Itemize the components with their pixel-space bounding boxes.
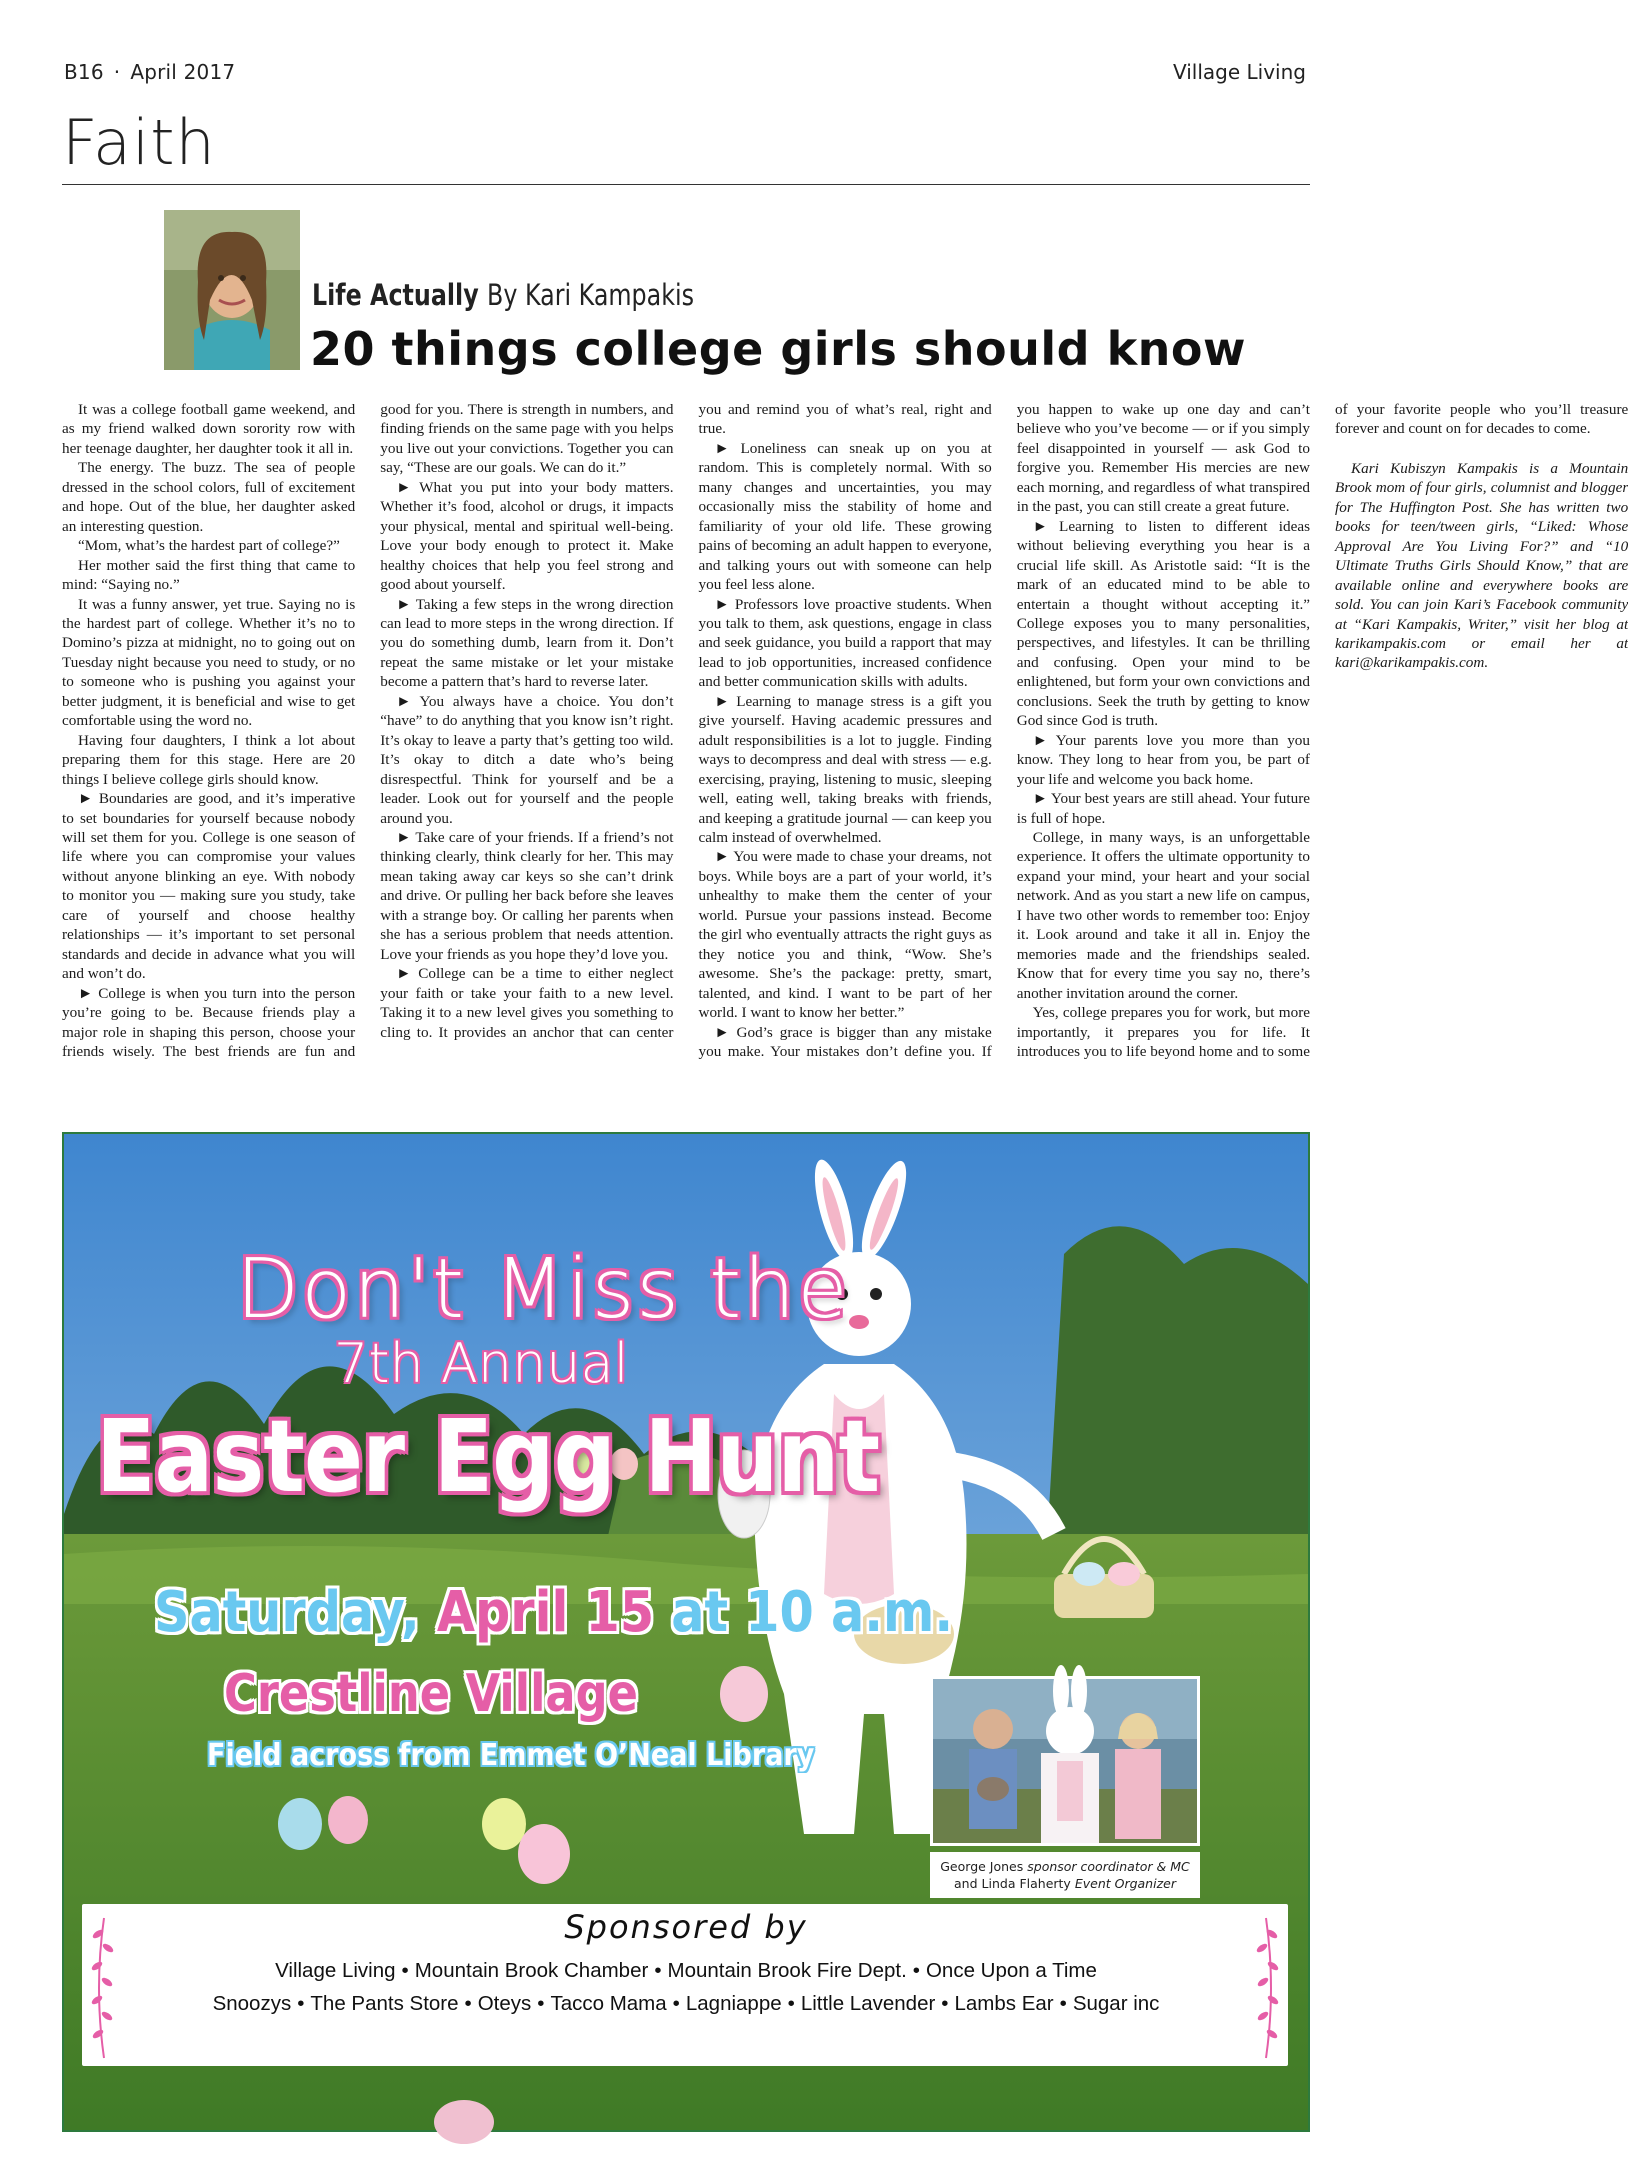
event-venue-detail: Field across from Emmet O’Neal Library [207, 1738, 815, 1773]
article-paragraph: ► Take care of your friends. If a friend’s not thinking clearly, think clearly for her. This may mean taking away car keys so she can’t drink and drive. Or pulling her back before she leaves with a strange boy. Or calling her parents when she has a serious problem that needs attention. Love your friends as you hope they’d love you. [380, 828, 674, 963]
article-paragraph: ► Taking a few steps in the wrong direction can lead to more steps in the wrong direction. If you do something dumb, learn from it. Don’t repeat the same mistake or let your mistake become a pattern that’s hard to reverse later. [380, 595, 674, 691]
article-paragraph: ► Loneliness can sneak up on you at random. This is completely normal. With so many changes and uncertainties, you may occasionally miss the stability of home and familiarity of your old life. These growing pains of becoming an adult happen to everyone, and talking yours out with someone can help you feel less alone. [698, 439, 992, 594]
organizers-photo-caption [930, 1852, 1200, 1898]
event-date: April 15 [436, 1580, 655, 1645]
author-bio: Kari Kubiszyn Kampakis is a Mountain Brook mom of four girls, columnist and blogger for The Huffington Post. She has written two books for teen/tween girls, “Liked: Whose Approval Are You Living For?” and “10 Ultimate Truths Girls Should Know,” that are available online and everywhere books are sold. You can join Kari’s Facebook community at “Kari Kampakis, Writer,” visit her blog at karikampakis.com or email her at kari@karikampakis.com. [1335, 459, 1628, 672]
article-paragraph: ► You always have a choice. You don’t “have” to do anything that you know isn’t right. It’s okay to leave a party that’s getting too wild. It’s okay to ditch a date who’s being disrespectful. Think for yourself and be a leader. Look out for yourself and the people around you. [380, 692, 674, 827]
ad-line-dont-miss: Don't Miss the [236, 1242, 850, 1337]
event-time: at 10 a.m. [671, 1580, 954, 1645]
sponsored-by-heading: Sponsored by [564, 1908, 808, 1946]
article-paragraph: ► What you put into your body matters. Whether it’s food, alcohol or drugs, it impacts your physical, mental and spiritual well-being. Love your body enough to protect it. Make healthy choices that help you feel strong and good about yourself. [380, 478, 674, 594]
event-venue: Crestline Village [224, 1664, 638, 1724]
article-paragraph: College, in many ways, is an unforgettable experience. It offers the ultimate opportunity to expand your mind, your heart and your social network. And as you start a new life on campus, I have two other words to remember too: Enjoy it. Look around and take it all in. Enjoy the memories made and the friendships sealed. Know that for every time you say no, there’s another invitation around the corner. [1016, 828, 1310, 1002]
sponsor-item: Tacco Mama [550, 1992, 667, 2015]
sponsor-list-line-2: Snoozys • The Pants Store • Oteys • Tacco Mama • Lagniappe • Little Lavender • Lambs Ear • Sugar inc [212, 1992, 1160, 2015]
ad-line-annual: 7th Annual [334, 1332, 629, 1395]
organizers-photo [930, 1676, 1200, 1846]
article-paragraph: ► Learning to listen to different ideas without believing everything you hear is a crucial life skill. As Aristotle said: “It is the mark of an educated mind to be able to entertain a thought without accepting it.” College exposes you to many personalities, perspectives, and lifestyles. It can be thrilling and confusing. Open your mind to be enlightened, but form your own convictions and conclusions. Seek the truth by getting to know God since God is truth. [1016, 517, 1310, 730]
article-paragraph: The energy. The buzz. The sea of people dressed in the school colors, full of excitement and hope. Out of the blue, her daughter asked an interesting question. [62, 459, 356, 535]
article-paragraph: ► You were made to chase your dreams, not boys. While boys are a part of your world, it’s unhealthy to make them the center of your world. Pursue your passions instead. Become the girl who eventually attracts the right guys as they notice you and think, “Wow. She’s awesome. She’s the package: pretty, smart, talented, and kind. I want to be part of her world. I want to know her better.” [698, 848, 992, 1022]
easter-egg-hunt-ad [62, 1132, 1310, 2132]
article-paragraph: ► Your parents love you more than you know. They long to hear from you, be part of your life and welcome you back home. [1016, 731, 1310, 788]
page-number: B16 [64, 60, 104, 84]
sponsor-item: Lambs Ear [954, 1992, 1054, 2015]
ad-event-title: Easter Egg Hunt [96, 1398, 880, 1515]
article-paragraph: ► Your best years are still ahead. Your future is full of hope. [1016, 790, 1310, 827]
caption-name-2: Linda Flaherty [981, 1876, 1071, 1891]
sponsor-item: Little Lavender [800, 1992, 936, 2015]
issue-date: April 2017 [130, 60, 236, 84]
event-day: Saturday, [154, 1580, 420, 1645]
publication-name: Village Living [1173, 60, 1306, 84]
caption-role-2: Event Organizer [1074, 1876, 1176, 1891]
sponsor-item: Oteys [477, 1992, 532, 2015]
page-folio: B16 · April 2017 [64, 60, 236, 84]
article-paragraph: Her mother said the first thing that came to mind: “Saying no.” [62, 556, 356, 594]
headline: 20 things college girls should know [310, 322, 1247, 376]
column-name: Life Actually [312, 278, 479, 312]
article-paragraph: ► College can be a time to either neglect your faith or take your faith to a new level. Taking it to a new level gives you something to cling to. It provides an anchor that can center you and remind you of what’s real, right and true. [380, 401, 992, 1041]
columnist-photo [164, 210, 300, 370]
byline: By Kari Kampakis [487, 278, 694, 312]
section-title: Faith [62, 106, 216, 179]
article-paragraph: “Mom, what’s the hardest part of college?” [78, 537, 340, 555]
article-paragraph: It was a funny answer, yet true. Saying no is the hardest part of college. Whether it’s no to Domino’s pizza at midnight, no to going out on Tuesday night because you need to study, or no to someone who is pushing you against your better judgment, it is beneficial and wise to get comfortable using the word no. [62, 595, 356, 730]
caption-and: and [954, 1876, 978, 1891]
section-rule [62, 184, 1310, 185]
caption-role-1: sponsor coordinator & MC [1027, 1859, 1190, 1874]
article-paragraph: Yes, college prepares you for work, but more importantly, it prepares you for life. It introduces you to life beyond home and to some of your favorite people who you’ll treasure forever and count on for decades to come. [1016, 401, 1628, 1060]
ad-event-date [154, 1580, 953, 1645]
sponsor-item: Sugar inc [1072, 1992, 1160, 2015]
article-paragraph: ► Boundaries are good, and it’s imperative to set boundaries for yourself because nobody will set them for you. College is one season of life where you can compromise your values without anyone blinking an eye. With nobody to monitor you — making sure you study, take care of yourself and choose healthy relationships — it’s important to set personal standards and decide in advance what you will and won’t do. [62, 790, 356, 983]
sponsor-item: Once Upon a Time [925, 1959, 1097, 1982]
article-paragraph: It was a college football game weekend, and as my friend walked down sorority row with her teenage daughter, her daughter took it all in. [62, 401, 356, 457]
article-paragraph: ► Professors love proactive students. When you talk to them, ask questions, engage in class and seek guidance, you build a rapport that may lead to job opportunities, increased confidence and better communication skills with adults. [698, 595, 992, 691]
sponsor-list-line-1: Village Living • Mountain Brook Chamber • Mountain Brook Fire Dept. • Once Upon a Time [275, 1959, 1097, 1982]
sponsor-item: Mountain Brook Chamber [414, 1959, 649, 1982]
sponsor-item: Mountain Brook Fire Dept. [667, 1959, 907, 1982]
sponsor-item: Village Living [275, 1959, 396, 1982]
sponsor-item: Snoozys [212, 1992, 292, 2015]
article-paragraph: Having four daughters, I think a lot about preparing them for this stage. Here are 20 things I believe college girls should know. [62, 731, 356, 788]
article-paragraph: ► God’s grace is bigger than any mistake you make. Your mistakes don’t define you. If you happen to wake up one day and can’t believe who you’ve become — or if you simply feel disappointed in yourself — ask God to forgive you. Remember His mercies are new each morning, and regardless of what transpired in the past, you can still create a great future. [698, 401, 1310, 1060]
caption-name-1: George Jones [940, 1859, 1024, 1874]
sponsor-item: Lagniappe [685, 1992, 782, 2015]
article-paragraph: ► College is when you turn into the person you’re going to be. Because friends play a major role in shaping this person, choose your friends wisely. The best friends are fun and good for you. There is strength in numbers, and finding friends on the same page with you helps you live out your convictions. Together you can say, “These are our goals. We can do it.” [62, 401, 674, 1060]
article-paragraph: ► Learning to manage stress is a gift you give yourself. Having academic pressures and adult responsibilities is a lot to juggle. Finding ways to decompress and deal with stress — e.g. exercising, praying, listening to music, sleeping well, eating well, taking breaks with friends, and keeping a gratitude journal — can keep you calm instead of overwhelmed. [698, 692, 992, 846]
article-body [62, 400, 1628, 1076]
sponsor-item: The Pants Store [310, 1992, 459, 2015]
column-label [312, 278, 694, 312]
